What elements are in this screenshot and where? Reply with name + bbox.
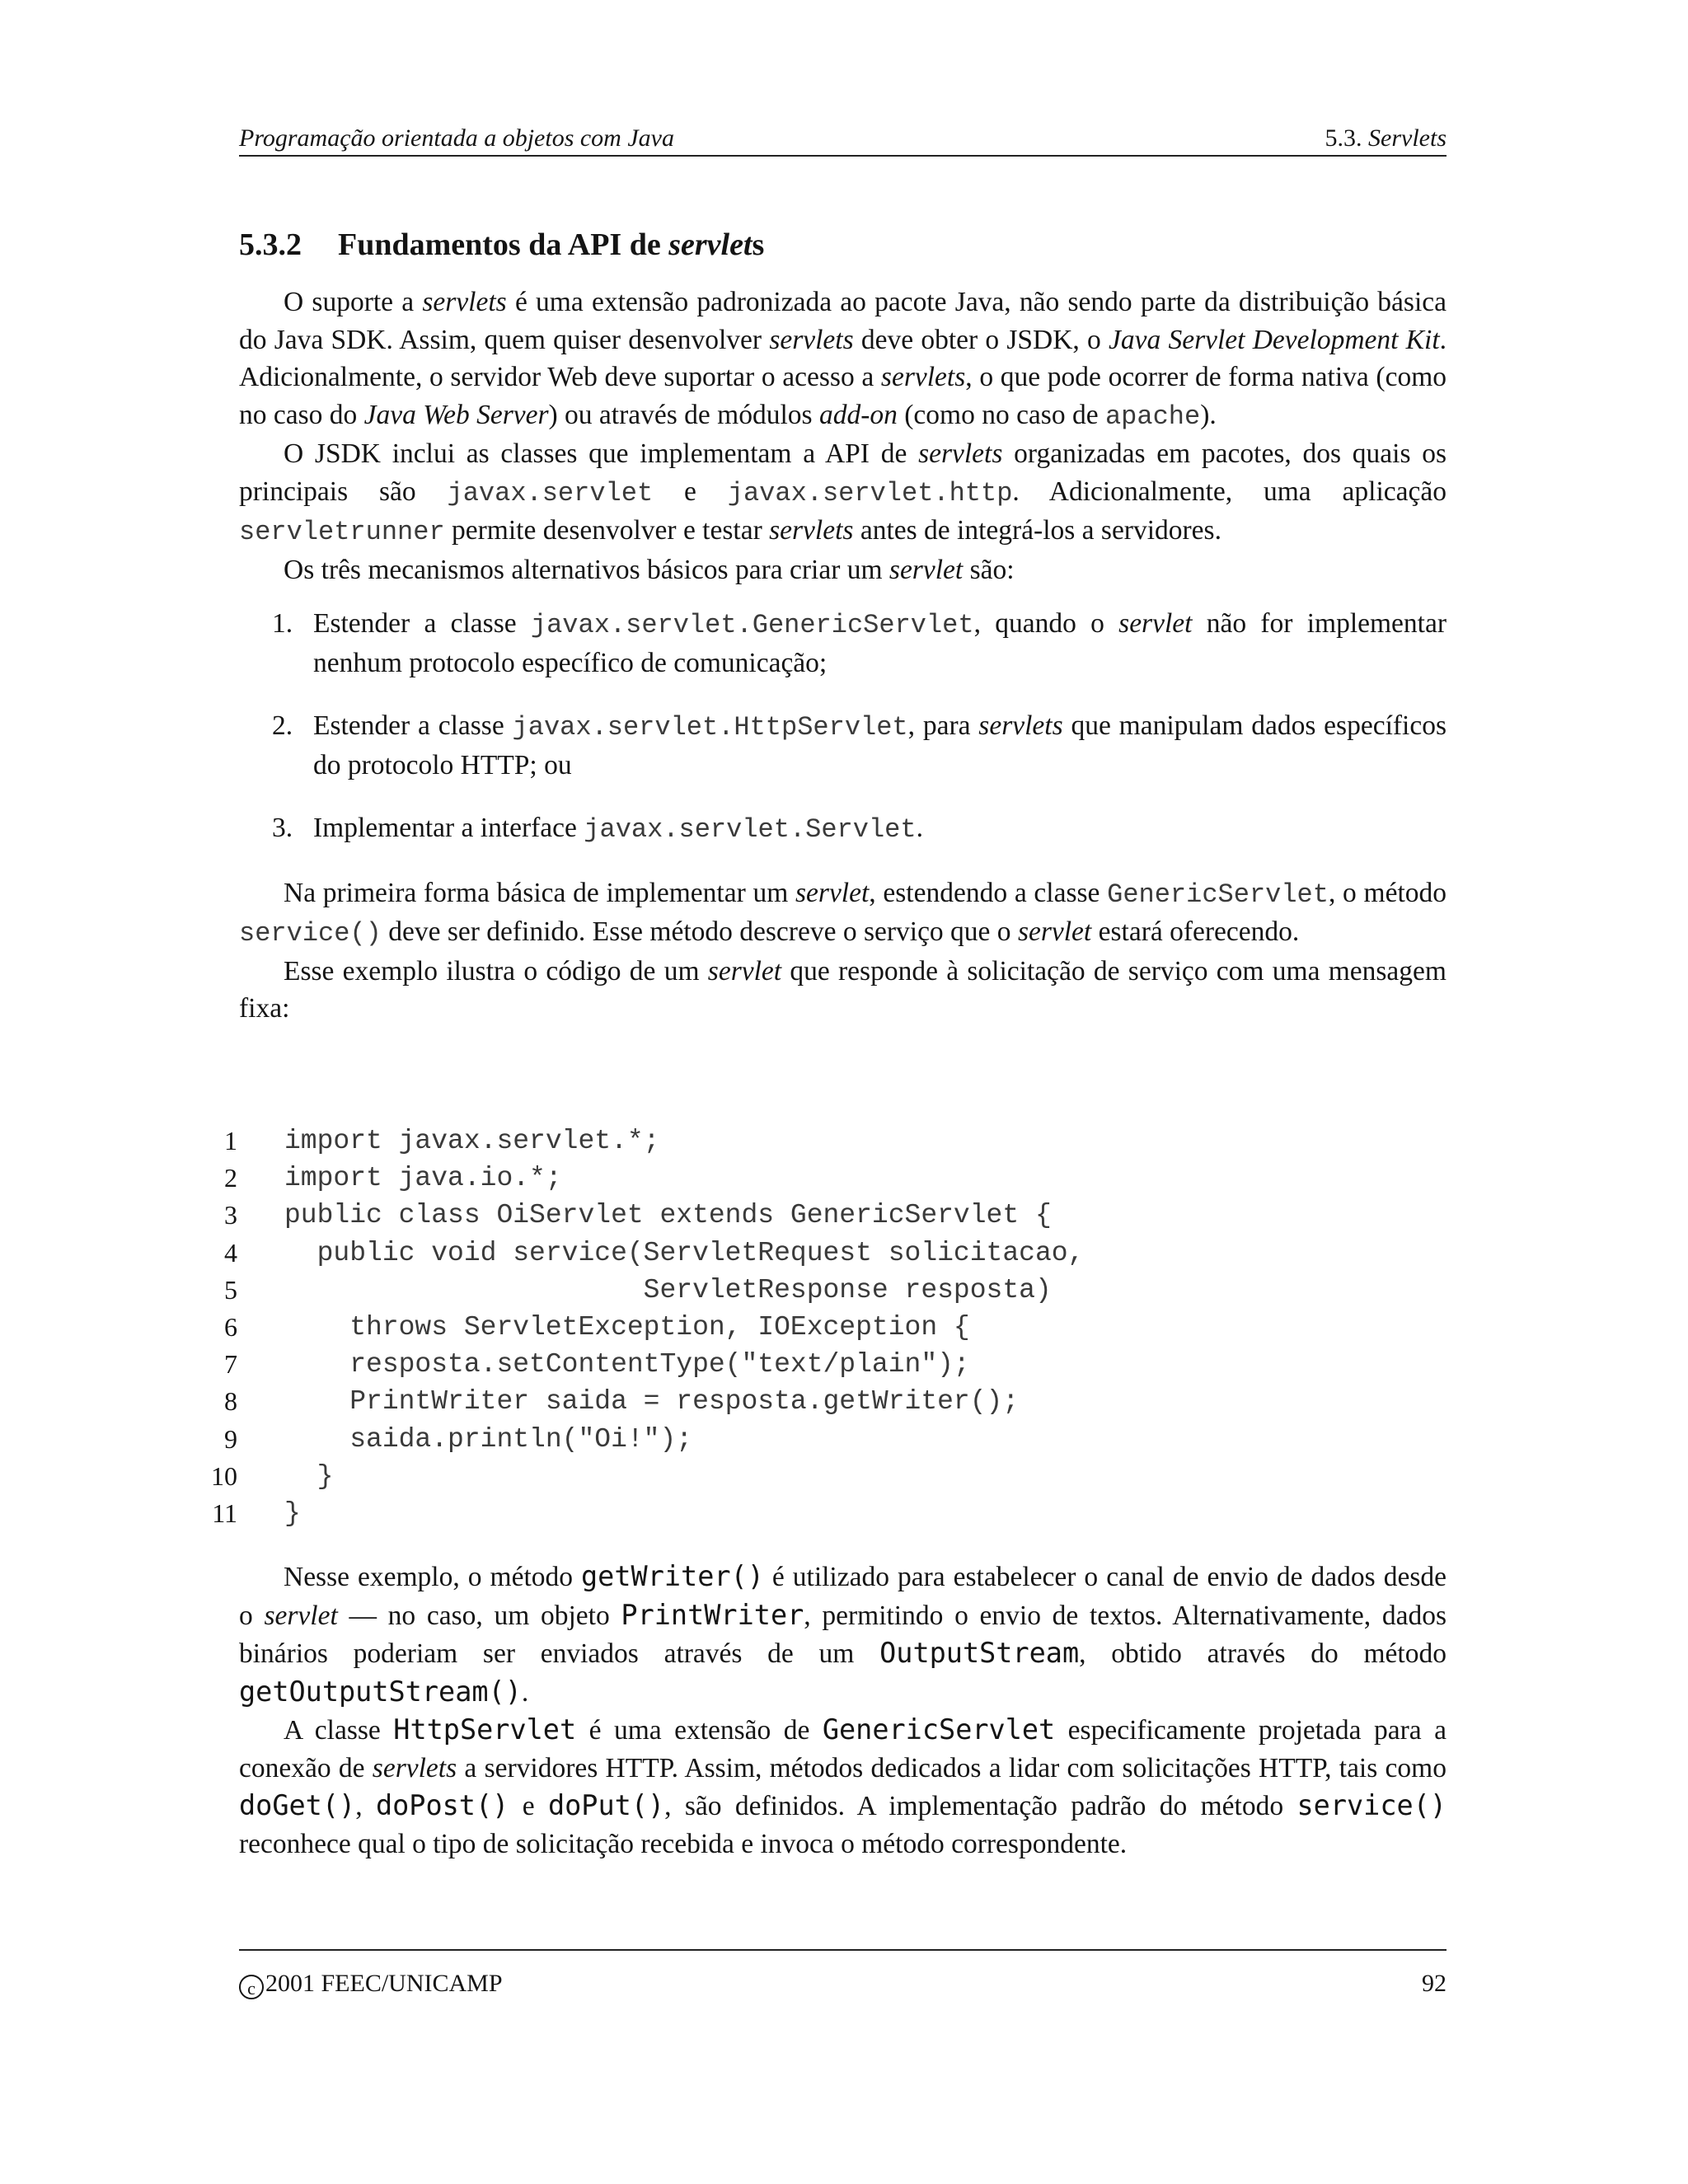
paragraph-6 xyxy=(239,1558,1447,1711)
text-run: é utilizado para estabelecer o canal de envio de dados desde o xyxy=(239,1562,1447,1631)
text-run: Estender a classe xyxy=(313,608,531,639)
text-run: . Adicionalmente, o servidor Web deve suportar o acesso a xyxy=(239,324,1447,392)
text-run: é uma extensão padronizada ao pacote Java, não sendo parte da distribuição básica do Java SDK. Assim, quem quiser desenvolver xyxy=(239,287,1447,355)
text-run: . xyxy=(916,813,923,843)
text-run: deve obter o JSDK, o xyxy=(853,324,1109,355)
text-run: servlets xyxy=(769,324,854,355)
text-run: deve ser definido. Esse método descreve o serviço que o xyxy=(381,916,1018,947)
line-number: 1 xyxy=(224,1126,237,1155)
body-text-bottom xyxy=(239,1558,1447,1863)
text-run: servlets xyxy=(372,1752,457,1783)
text-run: servlets xyxy=(769,515,854,546)
text-run: servlet xyxy=(889,554,964,585)
text-run: , para xyxy=(907,710,979,741)
text-run: servlet xyxy=(264,1600,338,1631)
code-inline: HttpServlet xyxy=(393,1713,577,1746)
text-run: servlets xyxy=(880,362,966,392)
text-run: add-on xyxy=(818,399,898,430)
text-run: Na primeira forma básica de implementar um xyxy=(284,877,795,908)
code-inline: getWriter() xyxy=(581,1560,764,1592)
line-number: 9 xyxy=(224,1423,237,1454)
section-heading xyxy=(239,224,764,265)
text-run: servlet xyxy=(1017,916,1092,947)
code-inline: javax.servlet.HttpServlet xyxy=(512,712,908,743)
code-line xyxy=(206,1421,1442,1458)
code-line xyxy=(206,1309,1442,1346)
section-title-em: servlet xyxy=(668,227,753,262)
paragraph-1 xyxy=(239,284,1447,435)
code-inline: javax.servlet.http xyxy=(727,477,1013,509)
text-run: é uma extensão de xyxy=(576,1715,823,1746)
header-section xyxy=(1325,122,1447,155)
text-run: ). xyxy=(1200,399,1217,430)
code-inline: GenericServlet xyxy=(1107,879,1329,910)
code-listing xyxy=(206,1122,1442,1532)
code-text: import java.io.*; xyxy=(284,1163,562,1194)
text-run: servlets xyxy=(978,710,1063,741)
code-line xyxy=(206,1122,1442,1160)
text-run: O suporte a xyxy=(284,287,423,317)
text-run: servlet xyxy=(707,955,782,987)
paragraph-2 xyxy=(239,435,1447,551)
line-number: 11 xyxy=(212,1497,237,1528)
code-line xyxy=(206,1458,1442,1495)
text-run: , estendendo a classe xyxy=(869,877,1108,908)
code-line xyxy=(206,1383,1442,1420)
code-text: ServletResponse resposta) xyxy=(284,1274,1052,1305)
footer-copyright xyxy=(239,1967,503,2000)
text-run: a servidores HTTP. Assim, métodos dedicados a lidar com solicitações HTTP, tais como xyxy=(457,1752,1447,1783)
text-run: Java Servlet Development Kit xyxy=(1109,324,1440,355)
mechanisms-list xyxy=(239,605,1447,849)
code-inline: service() xyxy=(1296,1789,1447,1821)
code-line xyxy=(206,1346,1442,1383)
text-run: O JSDK inclui as classes que implementam a API de xyxy=(284,438,919,469)
text-run: servlets xyxy=(918,438,1003,469)
code-inline: doPut() xyxy=(547,1789,665,1821)
code-text: PrintWriter saida = resposta.getWriter(); xyxy=(284,1386,1020,1418)
code-text: saida.println("Oi!"); xyxy=(284,1423,693,1455)
text-run: Esse exemplo ilustra o código de um xyxy=(284,955,708,987)
code-inline: GenericServlet xyxy=(822,1713,1056,1746)
code-inline: servletrunner xyxy=(239,517,445,547)
code-text: throws ServletException, IOException { xyxy=(284,1311,970,1343)
text-run: são: xyxy=(963,554,1015,585)
paragraph-5 xyxy=(239,953,1447,1028)
code-line xyxy=(206,1160,1442,1197)
body-text-top xyxy=(239,284,1447,1028)
text-run: especificamente projetada para a conexão de xyxy=(239,1715,1447,1783)
code-inline: doPost() xyxy=(375,1789,509,1821)
text-run: antes de integrá-los a servidores. xyxy=(853,515,1221,546)
list-item xyxy=(239,605,1447,682)
text-run: Nesse exemplo, o método xyxy=(284,1562,582,1592)
text-run: , obtido através do método xyxy=(1079,1638,1447,1669)
text-run: (como no caso de xyxy=(897,399,1105,430)
line-number: 4 xyxy=(224,1237,237,1268)
text-run: e xyxy=(653,476,728,507)
code-line xyxy=(206,1235,1442,1272)
section-number: 5.3.2 xyxy=(239,227,302,262)
text-run: permite desenvolver e testar xyxy=(444,515,770,546)
text-run: estará oferecendo. xyxy=(1091,916,1300,947)
text-run: . Adicionalmente, uma aplicação xyxy=(1012,476,1447,507)
code-inline: getOutputStream() xyxy=(239,1675,522,1708)
list-number: 1. xyxy=(272,608,293,639)
code-inline: PrintWriter xyxy=(621,1598,804,1631)
text-run: servlet xyxy=(795,877,870,908)
code-text: } xyxy=(284,1460,334,1492)
text-run: e xyxy=(509,1791,548,1821)
list-number: 3. xyxy=(272,813,293,843)
header-section-number: 5.3. xyxy=(1325,124,1362,152)
header-section-title: Servlets xyxy=(1368,124,1447,152)
text-run: — no caso, um objeto xyxy=(337,1600,621,1631)
line-number: 2 xyxy=(224,1163,237,1193)
line-number: 5 xyxy=(224,1274,237,1305)
text-run: , são definidos. A implementação padrão do método xyxy=(664,1791,1297,1821)
text-run: , o que pode ocorrer de forma nativa (como no caso do xyxy=(239,362,1447,430)
text-run: Java Web Server xyxy=(363,399,549,430)
text-run: , quando o xyxy=(973,608,1119,639)
text-run: não for implementar nenhum protocolo específico de comunicação; xyxy=(313,608,1447,678)
text-run: que manipulam dados específicos do protocolo HTTP; ou xyxy=(313,710,1447,780)
copyright-icon: c xyxy=(239,1975,264,1999)
code-inline: OutputStream xyxy=(879,1637,1080,1669)
section-title-text: Fundamentos da API de xyxy=(338,227,669,262)
code-text: public void service(ServletRequest solicitacao, xyxy=(284,1237,1085,1268)
code-line xyxy=(206,1495,1442,1532)
text-run: , o método xyxy=(1328,877,1447,908)
code-inline: doGet() xyxy=(239,1789,356,1821)
line-number: 8 xyxy=(224,1386,237,1417)
line-number: 3 xyxy=(224,1200,237,1230)
page-footer xyxy=(239,1949,1447,1999)
page-number: 92 xyxy=(1422,1970,1447,1997)
section-title-suffix: s xyxy=(752,227,765,262)
running-header xyxy=(239,122,1447,157)
code-line xyxy=(206,1197,1442,1234)
code-text: resposta.setContentType("text/plain"); xyxy=(284,1349,970,1380)
text-run: . xyxy=(521,1676,529,1708)
paragraph-3 xyxy=(239,551,1447,589)
text-run: ) ou através de módulos xyxy=(548,399,819,430)
list-item xyxy=(239,707,1447,784)
line-number: 6 xyxy=(224,1311,237,1342)
code-text: import javax.servlet.*; xyxy=(284,1126,660,1156)
code-line xyxy=(206,1272,1442,1309)
list-item xyxy=(239,809,1447,849)
text-run: Implementar a interface xyxy=(313,813,584,843)
text-run: organizadas em pacotes, dos quais os principais são xyxy=(239,438,1447,507)
text-run: A classe xyxy=(284,1715,394,1746)
code-inline: apache xyxy=(1104,401,1201,432)
code-inline: javax.servlet xyxy=(447,477,654,509)
code-text: } xyxy=(284,1497,301,1529)
text-run: , xyxy=(355,1791,376,1821)
paragraph-7 xyxy=(239,1711,1447,1863)
header-book-title: Programação orientada a objetos com Java xyxy=(239,124,674,152)
paragraph-4 xyxy=(239,874,1447,953)
text-run: que responde à solicitação de serviço com uma mensagem fixa: xyxy=(239,955,1447,1024)
list-number: 2. xyxy=(272,710,293,741)
text-run: servlet xyxy=(1118,608,1193,639)
text-run: Os três mecanismos alternativos básicos para criar um xyxy=(284,554,889,585)
text-run: servlets xyxy=(422,287,507,317)
line-number: 7 xyxy=(224,1349,237,1380)
footer-copyright-text: 2001 FEEC/UNICAMP xyxy=(265,1970,503,1997)
code-inline: service() xyxy=(239,918,382,949)
code-text: public class OiServlet extends GenericServlet { xyxy=(284,1200,1052,1231)
code-inline: javax.servlet.GenericServlet xyxy=(530,610,974,640)
line-number: 10 xyxy=(211,1460,237,1491)
code-inline: javax.servlet.Servlet xyxy=(584,814,917,845)
text-run: Estender a classe xyxy=(313,710,513,741)
text-run: , permitindo o envio de textos. Alternativamente, dados binários poderiam ser enviados através de um xyxy=(239,1600,1447,1669)
text-run: reconhece qual o tipo de solicitação recebida e invoca o método correspondente. xyxy=(239,1828,1128,1859)
